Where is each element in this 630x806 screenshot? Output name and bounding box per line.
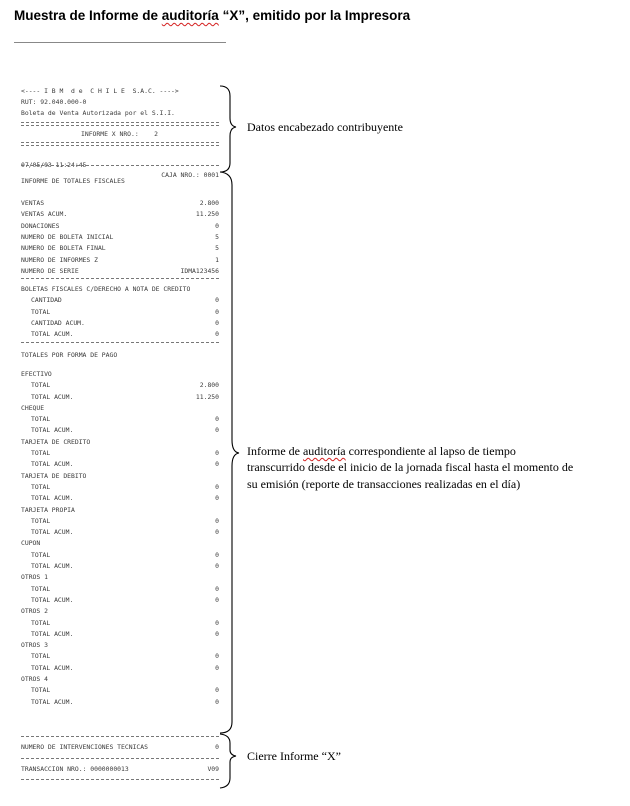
receipt-row-label: OTROS 3	[21, 641, 48, 650]
title-underlined-word: auditoría	[161, 8, 219, 23]
receipt-row-label: TOTAL	[31, 449, 51, 457]
receipt-row-value: 5	[215, 244, 219, 253]
receipt-row-label: CHEQUE	[21, 403, 45, 412]
note-informe-underlined: auditoría	[302, 444, 346, 458]
receipt-row-value: 0	[215, 426, 219, 435]
receipt-row-value: 0	[215, 449, 219, 457]
receipt-row-label: DONACIONES	[21, 221, 60, 230]
receipt-boleta-line: Boleta de Venta Autorizada por el S.I.I.	[21, 109, 175, 117]
receipt-row-label: NUMERO DE BOLETA FINAL	[21, 244, 106, 253]
receipt-row-value: IDMA123456	[180, 266, 219, 275]
receipt-row-value: 0	[215, 415, 219, 424]
receipt-row-value: 0	[215, 743, 219, 751]
receipt-row-value: 0	[215, 618, 219, 627]
receipt-row-label: NUMERO DE INTERVENCIONES TECNICAS	[21, 743, 148, 751]
receipt-row-label: TOTAL ACUM.	[31, 392, 74, 401]
note-informe-pre: Informe de	[247, 444, 303, 458]
receipt-row-label: CANTIDAD	[31, 296, 62, 305]
receipt-row-label: TOTAL ACUM.	[31, 426, 74, 435]
receipt-row-label: NUMERO DE BOLETA INICIAL	[21, 232, 114, 241]
receipt-row-label: VENTAS	[21, 199, 45, 207]
receipt-row-label: NUMERO DE SERIE	[21, 266, 79, 275]
receipt-rut-line: RUT: 92.040.000-0	[21, 98, 87, 106]
receipt-row-value: 5	[215, 232, 219, 241]
receipt-row-label: TOTAL ACUM.	[31, 663, 74, 672]
receipt-row-label: EFECTIVO	[21, 369, 52, 378]
receipt-row-value: 11.250	[195, 392, 219, 401]
receipt-row-label: TOTAL	[31, 381, 51, 390]
receipt-row-label: TARJETA PROPIA	[21, 505, 75, 514]
receipt-row-label: TOTAL ACUM.	[31, 629, 74, 638]
receipt-row-value: 2.800	[199, 381, 219, 390]
note-informe	[247, 443, 573, 492]
receipt-row-value: 0	[215, 482, 219, 491]
note-informe-rest: correspondiente al lapso de tiempo	[345, 444, 516, 458]
receipt-row-label: TOTAL	[31, 652, 51, 661]
receipt-informe-number: INFORME X NRO.: 2	[81, 130, 158, 138]
note-cierre: Cierre Informe “X”	[247, 749, 341, 763]
receipt-row-label: VENTAS ACUM.	[21, 210, 68, 219]
receipt-row-value: 0	[215, 663, 219, 672]
receipt-row-label: TOTAL	[31, 482, 51, 491]
receipt-row-value: 0	[215, 307, 219, 316]
receipt-row-value: 0	[215, 629, 219, 638]
receipt-row-value: 0	[215, 221, 219, 230]
receipt-row-label: OTROS 4	[21, 675, 48, 683]
title-prefix: Muestra de Informe de	[14, 8, 162, 23]
note-informe-line3: su emisión (reporte de transacciones realizadas en el día)	[247, 476, 521, 491]
note-informe-line2: transcurrido desde el inicio de la jornada fiscal hasta el momento de	[247, 460, 574, 475]
receipt-row-label: TOTAL	[31, 550, 51, 559]
bracket-encabezado	[220, 86, 236, 172]
receipt-row-label: TARJETA DE CREDITO	[21, 437, 91, 446]
receipt-row-label: CUPON	[21, 539, 41, 548]
receipt-row-value: 0	[215, 528, 219, 537]
receipt-row-label: TOTAL	[31, 415, 51, 424]
receipt-row-label: TOTAL ACUM.	[31, 697, 74, 706]
bracket-cierre	[220, 734, 236, 788]
receipt-row-label: TOTAL	[31, 686, 51, 695]
receipt-row-label: TARJETA DE DEBITO	[21, 471, 87, 480]
receipt-row-value: 0	[215, 584, 219, 593]
receipt-row-label: TOTAL ACUM.	[31, 562, 74, 570]
receipt-row-label: TOTALES POR FORMA DE PAGO	[21, 350, 118, 359]
receipt-row-value: 0	[215, 697, 219, 706]
receipt-row-label: TOTAL	[31, 516, 51, 525]
receipt-caja: CAJA NRO.: 0001	[161, 171, 219, 179]
receipt-row-value: 0	[215, 460, 219, 469]
receipt-row-label: TOTAL	[31, 584, 51, 593]
receipt-row-label: TOTAL ACUM.	[31, 494, 74, 503]
receipt-row-value: 0	[215, 686, 219, 695]
receipt-row-value: 0	[215, 562, 219, 570]
receipt-row-label: CANTIDAD ACUM.	[31, 319, 85, 327]
receipt-row-label: TOTAL ACUM.	[31, 460, 74, 469]
receipt-row-value: 11.250	[195, 210, 219, 219]
receipt-row-label: TOTAL ACUM.	[31, 330, 74, 339]
receipt-row-label: OTROS 2	[21, 607, 48, 616]
title-suffix: “X”, emitido por la Impresora	[218, 8, 411, 23]
receipt-row-label: NUMERO DE INFORMES Z	[21, 255, 98, 264]
receipt-row-label: OTROS 1	[21, 573, 48, 582]
note-encabezado: Datos encabezado contribuyente	[247, 120, 403, 134]
receipt-row-value: 0	[215, 516, 219, 525]
receipt-row-value: 0	[215, 319, 219, 327]
receipt-company-line: <---- I B M d e C H I L E S.A.C. ---->	[21, 87, 179, 95]
receipt-row-value: V09	[207, 765, 219, 773]
receipt-row-value: 0	[215, 652, 219, 661]
receipt-row-value: 0	[215, 330, 219, 339]
receipt-row-label: BOLETAS FISCALES C/DERECHO A NOTA DE CREDITO	[21, 285, 191, 294]
receipt-date: 07/05/03 11:24:45	[21, 161, 87, 169]
totales-fiscales-title: INFORME DE TOTALES FISCALES	[21, 177, 125, 185]
receipt-row-label: TOTAL	[31, 618, 51, 627]
receipt-row-label: TOTAL	[31, 307, 51, 316]
receipt-row-label: TOTAL ACUM.	[31, 528, 74, 537]
receipt-row-value: 0	[215, 494, 219, 503]
receipt-row-label: TOTAL ACUM.	[31, 595, 74, 604]
receipt-row-value: 0	[215, 595, 219, 604]
receipt-row-value: 1	[215, 255, 219, 264]
receipt-row-value: 2.800	[199, 199, 219, 207]
receipt-row-label: TRANSACCION NRO.: 0000000013	[21, 765, 129, 773]
receipt-row-value: 0	[215, 296, 219, 305]
receipt-row-value: 0	[215, 550, 219, 559]
bracket-informe	[220, 172, 239, 733]
